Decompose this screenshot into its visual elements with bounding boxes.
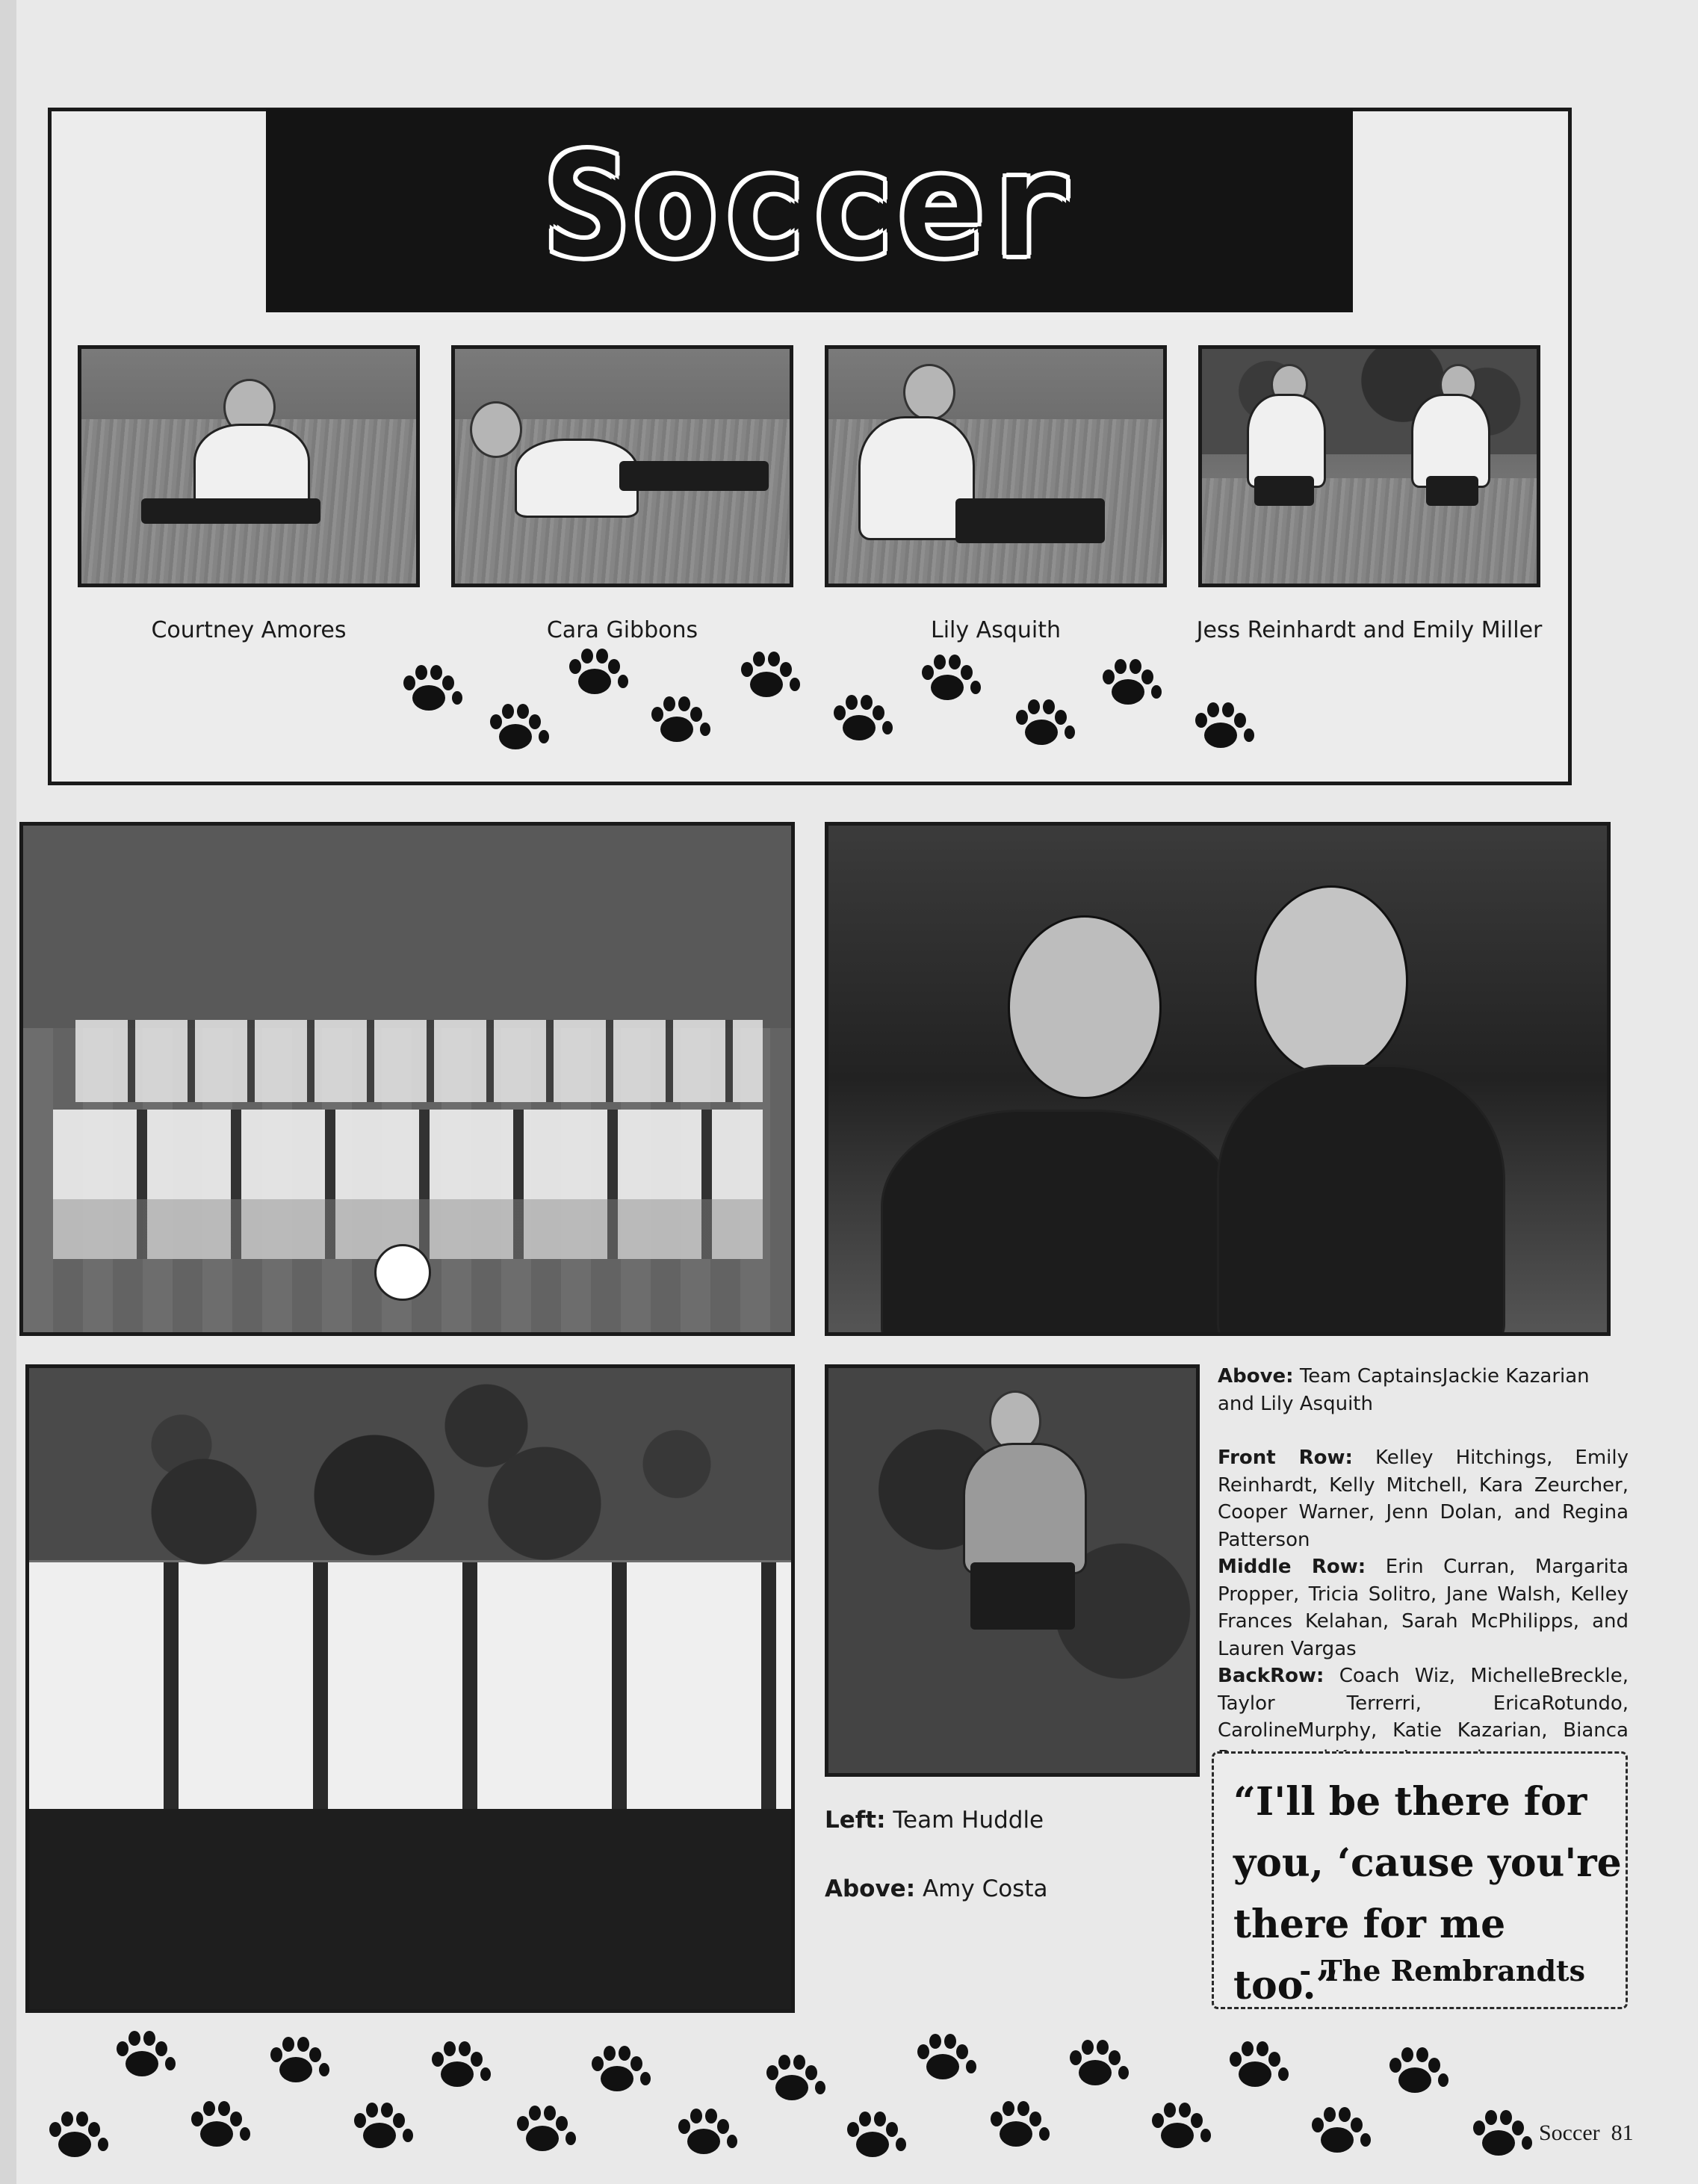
paw-print-icon (266, 2035, 333, 2088)
paw-print-icon (512, 2104, 580, 2156)
photo-team (19, 822, 795, 1336)
paw-print-icon (913, 2032, 980, 2085)
paw-print-icon (986, 2100, 1053, 2152)
caption-captains: Above: Team CaptainsJackie Kazarian and Lily Asquith (1218, 1365, 1590, 1415)
photo-cara-gibbons (451, 345, 793, 587)
paw-print-icon (1307, 2106, 1375, 2158)
caption-courtney-amores: Courtney Amores (151, 617, 347, 643)
paw-print-icon (45, 2110, 112, 2162)
paw-print-icon (1098, 658, 1165, 710)
paw-print-icon (112, 2029, 179, 2082)
paw-print-icon (399, 663, 466, 716)
paw-print-icon (829, 693, 896, 746)
paw-print-icon (486, 702, 553, 755)
paw-print-icon (762, 2053, 829, 2106)
paw-print-icon (187, 2100, 254, 2152)
paw-print-icon (1225, 2040, 1292, 2092)
paw-print-icon (1065, 2038, 1132, 2091)
paw-print-icon (674, 2107, 741, 2159)
photo-captains (825, 822, 1611, 1336)
page-folio: Soccer 81 (1539, 2120, 1634, 2145)
quote-text: “I'll be there for you, ‘cause you're there for me too.” (1233, 1779, 1622, 2008)
paw-print-icon (737, 650, 804, 702)
paw-print-icon (1469, 2109, 1536, 2161)
quote-box (1212, 1751, 1628, 2009)
photo-reinhardt-miller (1198, 345, 1540, 587)
paw-print-icon (587, 2044, 654, 2097)
paw-print-icon (1385, 2046, 1452, 2098)
caption-cara-gibbons: Cara Gibbons (546, 617, 698, 643)
captions-block (1218, 1363, 1629, 1772)
paw-print-icon (1191, 701, 1258, 753)
paw-print-icon (1147, 2101, 1215, 2153)
paw-print-icon (917, 653, 985, 705)
paw-print-icon (843, 2110, 910, 2162)
paw-print-icon (647, 695, 714, 747)
caption-reinhardt-miller: Jess Reinhardt and Emily Miller (1196, 617, 1543, 643)
page-title: Soccer (544, 123, 1075, 288)
paw-print-icon (350, 2101, 417, 2153)
caption-huddle: Left: Team Huddle (825, 1807, 1044, 1834)
caption-back-row: BackRow: Coach Wiz, MichelleBreckle, Taylor Terrerri, EricaRotundo, CarolineMurphy, Katie Kazarian, Bianca (1218, 1665, 1629, 1742)
quote-attribution: - The Rembrandts (1299, 1954, 1585, 1987)
caption-front-row: Front Row: Kelley Hitchings, Emily Reinhardt, Kelly Mitchell, Kara Zeurcher, Cooper Warner, Jenn Dolan, and Regina Patterson (1218, 1447, 1629, 1551)
photo-amy-costa (825, 1364, 1200, 1777)
photo-team-huddle (25, 1364, 795, 2013)
caption-middle-row: Middle Row: Erin Curran, Margarita Propper, Tricia Solitro, Jane Walsh, Kelley Frances Kelahan, Sarah McPhilipps, and Lauren Vargas (1218, 1556, 1629, 1660)
caption-lily-asquith: Lily Asquith (931, 617, 1061, 643)
title-banner (266, 109, 1353, 312)
photo-courtney-amores (78, 345, 420, 587)
paw-print-icon (565, 647, 632, 699)
paw-print-icon (1011, 698, 1079, 750)
caption-amy-costa: Above: Amy Costa (825, 1875, 1048, 1902)
binding-edge (0, 0, 16, 2184)
paw-print-icon (427, 2040, 495, 2092)
photo-lily-asquith (825, 345, 1167, 587)
